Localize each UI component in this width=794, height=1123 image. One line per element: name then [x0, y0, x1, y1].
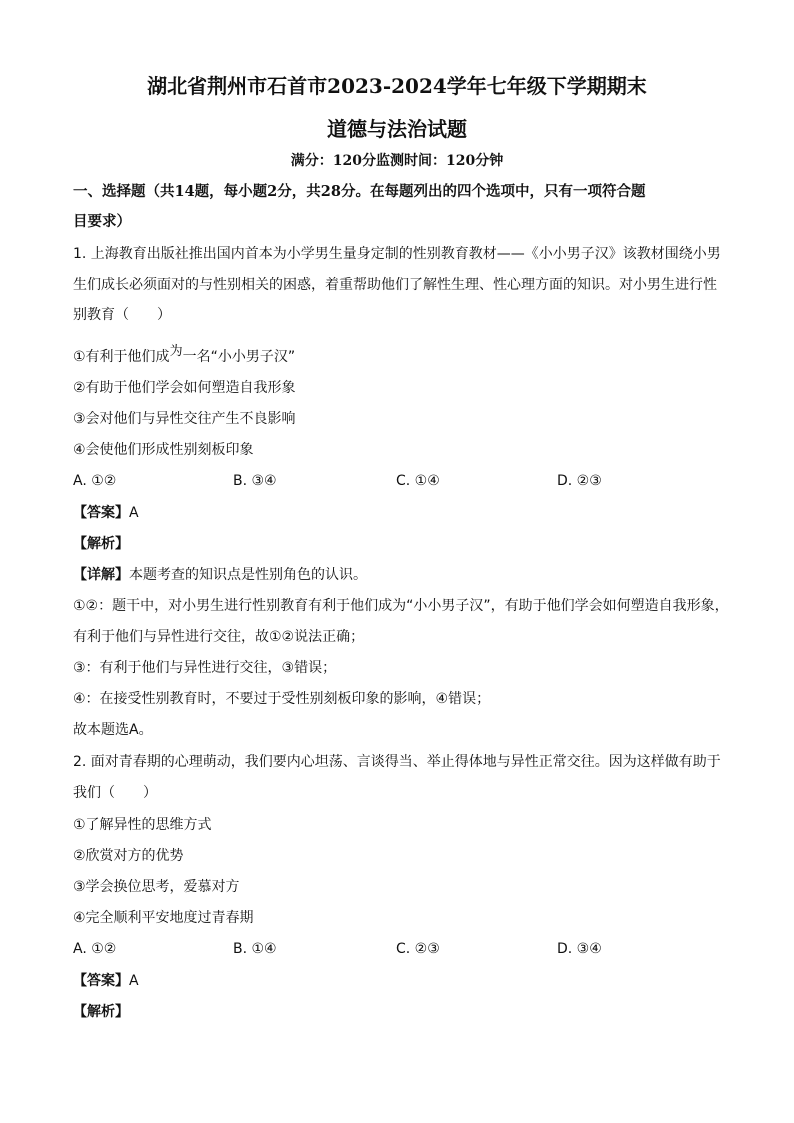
q1-answer-value: A	[129, 505, 139, 521]
q1-statement-4: ④会使他们形成性别刻板印象	[73, 442, 254, 458]
q1-detail-tag: 【详解】	[73, 567, 129, 583]
q1-analysis-tag: 【解析】	[73, 536, 129, 552]
q2-answer	[73, 971, 733, 991]
q1-option-a: A. ①②	[73, 473, 117, 489]
q2-statement-2: ②欣赏对方的优势	[73, 848, 184, 864]
q1-answer	[73, 503, 733, 523]
q1-statement-1-part-b: 为	[169, 344, 183, 359]
section-heading-line1: 一、选择题（共14题，每小题2分，共28分。在每题列出的四个选项中，只有一项符合题	[73, 183, 646, 200]
q2-option-b: B. ①④	[233, 941, 277, 957]
q1-option-c: C. ①④	[396, 473, 440, 489]
q1-stem-line1: 1. 上海教育出版社推出国内首本为小学男生量身定制的性别教育教材——《小小男子汉》该教材围绕小男	[73, 246, 721, 262]
q2-answer-tag: 【答案】	[73, 973, 129, 989]
q1-detail	[73, 565, 733, 585]
section-heading-line2: 目要求）	[73, 213, 131, 230]
q1-option-d: D. ②③	[557, 473, 602, 489]
q1-explanation-line4: ④：在接受性别教育时，不要过于受性别刻板印象的影响，④错误；	[73, 691, 491, 707]
q1-explanation-line2: 有利于他们与异性进行交往，故①②说法正确；	[73, 629, 365, 645]
q2-analysis-tag: 【解析】	[73, 1004, 129, 1020]
q2-stem-line2: 我们（ ）	[73, 785, 157, 801]
document-title-line1: 湖北省荆州市石首市2023-2024学年七年级下学期期末	[147, 74, 647, 98]
q1-stem-line2: 生们成长必须面对的与性别相关的困惑，着重帮助他们了解性生理、性心理方面的知识。对小男生进行性	[73, 277, 717, 293]
q1-stem-line3: 别教育（ ）	[73, 307, 171, 323]
document-title-line2: 道德与法治试题	[327, 117, 467, 141]
q1-statement-1	[73, 344, 733, 368]
q2-option-c: C. ②③	[396, 941, 440, 957]
score-and-time: 满分：120分监测时间：120分钟	[290, 153, 504, 169]
q2-option-a: A. ①②	[73, 941, 117, 957]
q1-conclusion: 故本题选A。	[73, 722, 153, 738]
q1-statement-1-part-c: 一名“小小男子汉”	[182, 349, 296, 365]
q1-detail-text: 本题考查的知识点是性别角色的认识。	[129, 567, 367, 583]
q1-statement-3: ③会对他们与异性交往产生不良影响	[73, 411, 296, 427]
q1-statement-1-part-a: ①有利于他们成	[73, 349, 170, 365]
q1-option-b: B. ③④	[233, 473, 277, 489]
q1-statement-2: ②有助于他们学会如何塑造自我形象	[73, 380, 296, 396]
q1-answer-tag: 【答案】	[73, 505, 129, 521]
q2-stem-line1: 2. 面对青春期的心理萌动，我们要内心坦荡、言谈得当、举止得体地与异性正常交往。因为这样做有助于	[73, 754, 721, 770]
q2-statement-3: ③学会换位思考，爱慕对方	[73, 879, 240, 895]
q2-statement-1: ①了解异性的思维方式	[73, 817, 212, 833]
q1-explanation-line1: ①②：题干中，对小男生进行性别教育有利于他们成为“小小男子汉”，有助于他们学会如何塑造自我形象，	[73, 598, 729, 614]
q2-statement-4: ④完全顺利平安地度过青春期	[73, 910, 254, 926]
q2-option-d: D. ③④	[557, 941, 602, 957]
q2-answer-value: A	[129, 973, 139, 989]
q1-explanation-line3: ③：有利于他们与异性进行交往，③错误；	[73, 660, 337, 676]
